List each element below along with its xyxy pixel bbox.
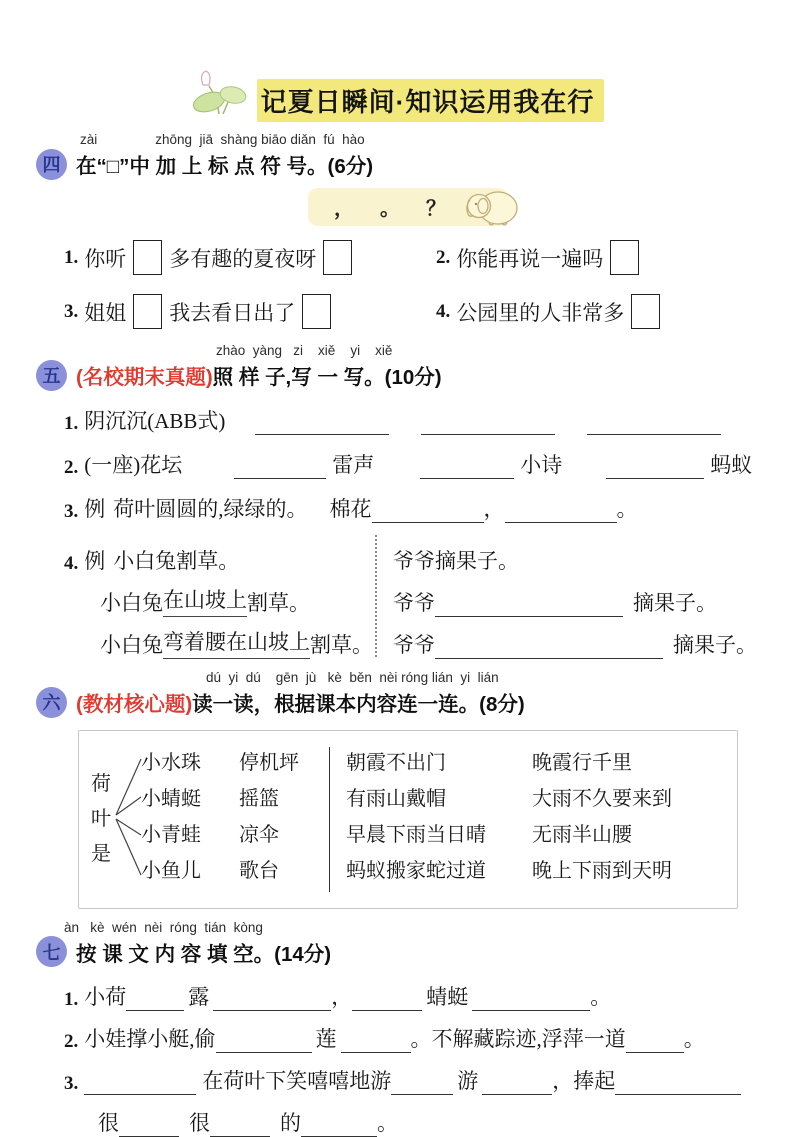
blank-line[interactable] bbox=[420, 459, 514, 479]
sentence-text: 多有趣的夏夜呀 bbox=[169, 246, 317, 271]
verse-text: 莲 bbox=[315, 1027, 337, 1052]
punctuation-item-4 bbox=[436, 290, 757, 334]
verse-text: 蜻蜓 bbox=[426, 985, 469, 1010]
sentence-text: 公园里的人非常多 bbox=[456, 300, 625, 325]
match-item[interactable]: 摇篮 bbox=[239, 788, 279, 811]
blank-line[interactable] bbox=[210, 1117, 270, 1137]
verse-text: 。 bbox=[377, 1111, 398, 1136]
copy-item-4-example-column bbox=[64, 533, 375, 659]
sentence-text: 我去看日出了 bbox=[169, 300, 296, 325]
item-number: 3. bbox=[64, 300, 79, 322]
item-number: 3. bbox=[64, 1073, 79, 1095]
item-number: 3. bbox=[64, 500, 79, 522]
item-number: 4. bbox=[64, 552, 79, 574]
sentence-text: 你能再说一遍吗 bbox=[456, 246, 604, 271]
match-column-subjects bbox=[141, 743, 239, 896]
exam-source-tag: (名校期末真题) bbox=[76, 366, 213, 390]
page-title-row bbox=[0, 0, 793, 125]
answer-sentence: 爷爷摘果子。 bbox=[393, 548, 519, 573]
section-five bbox=[0, 344, 793, 659]
section-seven bbox=[0, 921, 793, 1137]
section-four-pinyin: zài zhōng jiā shàng biāo diǎn fú hào bbox=[80, 132, 365, 147]
section-four bbox=[0, 133, 793, 334]
copy-item-1 bbox=[64, 405, 757, 435]
blank-line[interactable] bbox=[213, 991, 331, 1011]
match-item[interactable]: 晚霞行千里 bbox=[532, 752, 632, 775]
item-number: 1. bbox=[64, 989, 79, 1011]
table-divider bbox=[329, 747, 330, 892]
match-item[interactable]: 晚上下雨到天明 bbox=[532, 860, 672, 883]
verse-text: ， bbox=[331, 985, 353, 1010]
blank-line[interactable] bbox=[372, 503, 484, 523]
dotted-divider bbox=[375, 535, 377, 657]
blank-line[interactable] bbox=[216, 1033, 312, 1053]
section-six-title: 读一读，根据课本内容连一连。(8分) bbox=[192, 693, 525, 717]
verse-text: 的 bbox=[280, 1111, 301, 1136]
match-item[interactable]: 小青蛙 bbox=[141, 824, 201, 847]
blank-line[interactable] bbox=[391, 1075, 453, 1095]
answer-sentence: 摘果子。 bbox=[633, 590, 717, 615]
blank-line[interactable] bbox=[435, 597, 623, 617]
target-word: 小诗 bbox=[520, 452, 563, 477]
match-item[interactable]: 凉伞 bbox=[239, 824, 279, 847]
section-five-pinyin: zhào yàng zi xiě yi xiě bbox=[216, 342, 393, 358]
answer-box[interactable] bbox=[610, 240, 639, 275]
blank-line[interactable] bbox=[119, 1117, 179, 1137]
match-item[interactable]: 歌台 bbox=[239, 860, 279, 883]
copy-item-2 bbox=[64, 449, 757, 479]
fill-item-2 bbox=[64, 1023, 757, 1053]
match-column-proverb-ends bbox=[532, 743, 722, 896]
punctuation-item-3 bbox=[64, 290, 436, 334]
answer-box[interactable] bbox=[302, 294, 331, 329]
blank-line[interactable] bbox=[352, 991, 422, 1011]
section-five-title: 照 样 子,写 一 写。(10分) bbox=[212, 366, 442, 390]
comma-mark: ， bbox=[334, 198, 354, 221]
match-item[interactable]: 停机坪 bbox=[239, 752, 299, 775]
match-item[interactable]: 大雨不久要来到 bbox=[532, 788, 672, 811]
example-word: 阴沉沉(ABB式) bbox=[84, 408, 226, 433]
verse-text: 露 bbox=[188, 985, 210, 1010]
match-item[interactable]: 蚂蚁搬家蛇过道 bbox=[346, 860, 486, 883]
example-label: 例 bbox=[84, 496, 106, 521]
example-sentence: 小白兔 bbox=[100, 632, 163, 657]
verse-text: 。不解藏踪迹,浮萍一道 bbox=[410, 1027, 626, 1052]
section-five-badge: 五 bbox=[36, 360, 67, 391]
connector-lines bbox=[115, 743, 141, 896]
copy-item-4-answer-column bbox=[383, 533, 757, 659]
blank-line[interactable] bbox=[435, 639, 663, 659]
sentence-text: 你听 bbox=[84, 246, 127, 271]
punctuation-reference-box bbox=[308, 188, 508, 226]
copy-item-3 bbox=[64, 493, 757, 523]
match-column-metaphors bbox=[239, 743, 327, 896]
underlined-phrase: 在山坡上 bbox=[163, 584, 247, 617]
blank-line[interactable] bbox=[234, 459, 326, 479]
blank-line[interactable] bbox=[472, 991, 590, 1011]
verse-text: 小娃撑小艇,偷 bbox=[84, 1027, 216, 1052]
answer-box[interactable] bbox=[133, 240, 162, 275]
section-six bbox=[0, 671, 793, 909]
example-sentence: 割草。 bbox=[310, 632, 373, 657]
section-seven-title: 按 课 文 内 容 填 空。(14分) bbox=[76, 942, 332, 966]
item-number: 2. bbox=[64, 456, 79, 478]
period-mark: 。 bbox=[380, 198, 400, 221]
page-title: 记夏日瞬间·知识运用我在行 bbox=[257, 79, 605, 122]
example-sentence: 小白兔 bbox=[100, 590, 163, 615]
blank-line[interactable] bbox=[255, 415, 389, 435]
blank-line[interactable] bbox=[84, 1075, 196, 1095]
verse-text: 在荷叶下笑嘻嘻地游 bbox=[202, 1069, 392, 1094]
match-item[interactable]: 小鱼儿 bbox=[141, 860, 201, 883]
blank-line[interactable] bbox=[587, 415, 721, 435]
verse-text: 很 bbox=[98, 1111, 119, 1136]
match-stem: 荷叶是 bbox=[91, 772, 111, 865]
blank-line[interactable] bbox=[505, 503, 617, 523]
answer-box[interactable] bbox=[133, 294, 162, 329]
item-number: 2. bbox=[436, 246, 451, 268]
match-item[interactable]: 有雨山戴帽 bbox=[346, 788, 446, 811]
fill-item-3-line-1 bbox=[64, 1065, 757, 1095]
answer-box[interactable] bbox=[323, 240, 352, 275]
item-number: 2. bbox=[64, 1031, 79, 1053]
blank-line[interactable] bbox=[615, 1075, 741, 1095]
answer-sentence: 爷爷 bbox=[393, 590, 435, 615]
example-sentence: 割草。 bbox=[247, 590, 310, 615]
copy-item-4 bbox=[64, 533, 757, 659]
example-word: (一座)花坛 bbox=[84, 452, 183, 477]
section-seven-pinyin: àn kè wén nèi róng tián kòng bbox=[64, 919, 263, 935]
section-four-title: 在“□”中 加 上 标 点 符 号。(6分) bbox=[76, 155, 374, 179]
section-six-badge: 六 bbox=[36, 687, 67, 718]
blank-line[interactable] bbox=[301, 1117, 377, 1137]
prompt-word: 棉花 bbox=[329, 496, 372, 521]
item-number: 4. bbox=[436, 300, 451, 322]
match-item[interactable]: 无雨半山腰 bbox=[532, 824, 632, 847]
section-four-badge: 四 bbox=[36, 149, 67, 180]
blank-line[interactable] bbox=[482, 1075, 552, 1095]
match-item[interactable]: 小蜻蜓 bbox=[141, 788, 201, 811]
lotus-icon bbox=[189, 68, 253, 125]
fill-item-3-line-2 bbox=[98, 1107, 757, 1137]
match-column-proverb-starts bbox=[346, 743, 532, 896]
punctuation-item-1 bbox=[64, 236, 436, 280]
question-mark: ？ bbox=[426, 198, 446, 221]
example-sentence: 小白兔割草。 bbox=[113, 548, 240, 573]
elephant-icon bbox=[464, 183, 520, 234]
punctuation-item-2 bbox=[436, 236, 757, 280]
sentence-text: 姐姐 bbox=[84, 300, 127, 325]
answer-sentence: 摘果子。 bbox=[673, 632, 757, 657]
item-number: 1. bbox=[64, 412, 79, 434]
blank-line[interactable] bbox=[421, 415, 555, 435]
blank-line[interactable] bbox=[606, 459, 704, 479]
answer-sentence: 爷爷 bbox=[393, 632, 435, 657]
item-number: 1. bbox=[64, 246, 79, 268]
example-sentence: 荷叶圆圆的,绿绿的。 bbox=[113, 496, 308, 521]
match-item[interactable]: 小水珠 bbox=[141, 752, 201, 775]
match-item[interactable]: 早晨下雨当日晴 bbox=[346, 824, 486, 847]
blank-line[interactable] bbox=[341, 1033, 411, 1053]
verse-text: 很 bbox=[189, 1111, 210, 1136]
example-label: 例 bbox=[84, 548, 106, 573]
target-word: 蚂蚁 bbox=[710, 452, 753, 477]
answer-box[interactable] bbox=[631, 294, 660, 329]
verse-text: 。 bbox=[590, 985, 612, 1010]
section-seven-badge: 七 bbox=[36, 936, 67, 967]
verse-text: 小荷 bbox=[84, 985, 127, 1010]
fill-item-1 bbox=[64, 981, 757, 1011]
verse-text: 游 bbox=[457, 1069, 479, 1094]
verse-text: 。 bbox=[683, 1027, 705, 1052]
textbook-core-tag: (教材核心题) bbox=[76, 693, 193, 717]
blank-line[interactable] bbox=[126, 991, 184, 1011]
blank-line[interactable] bbox=[626, 1033, 684, 1053]
matching-table bbox=[78, 730, 738, 909]
verse-text: ，捧起 bbox=[552, 1069, 616, 1094]
target-word: 雷声 bbox=[332, 452, 375, 477]
comma-text: ， bbox=[483, 496, 505, 521]
underlined-phrase: 弯着腰在山坡上 bbox=[163, 626, 310, 659]
period-text: 。 bbox=[616, 496, 638, 521]
match-item[interactable]: 朝霞不出门 bbox=[346, 752, 446, 775]
section-six-pinyin: dú yi dú gēn jù kè běn nèi róng lián yi lián bbox=[206, 669, 499, 685]
